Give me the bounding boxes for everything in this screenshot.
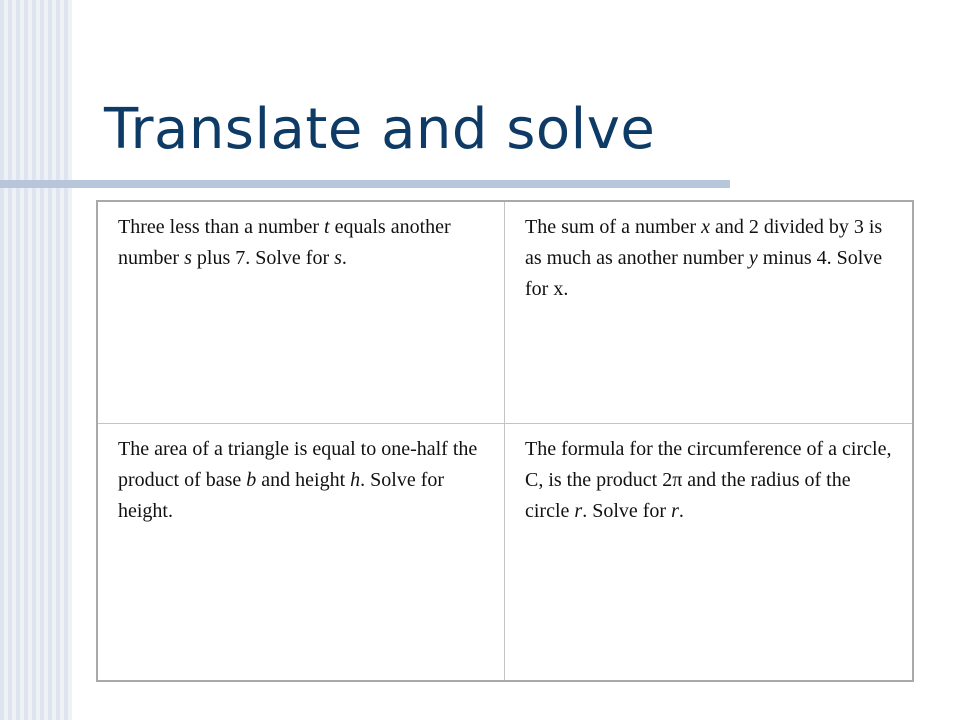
problem-cell-3 <box>98 424 505 680</box>
problem-1-text-d: . <box>341 247 347 269</box>
problem-2-text-a: The sum of a number <box>525 216 702 238</box>
variable-x: x <box>701 216 710 238</box>
variable-r-solve: r <box>671 500 679 522</box>
problem-2-text-c: minus 4. Solve for x. <box>525 247 883 300</box>
problem-1-text-b: equals another number <box>118 216 451 269</box>
problem-table <box>96 200 914 682</box>
problem-cell-1 <box>98 202 505 424</box>
problem-4-text-c: . <box>678 500 684 522</box>
problem-3-text-b: and height <box>256 469 351 491</box>
problem-3-text-c: . Solve for height. <box>118 469 445 522</box>
problem-4-text-b: . Solve for <box>582 500 672 522</box>
variable-r: r <box>574 500 583 522</box>
variable-t: t <box>324 216 330 238</box>
variable-s-solve: s <box>334 247 342 269</box>
variable-b: b <box>246 469 257 491</box>
title-underline <box>0 180 730 188</box>
variable-h: h <box>350 469 361 491</box>
problem-3-text-a: The area of a triangle is equal to one-half the product of base <box>118 438 478 491</box>
problem-cell-4 <box>505 424 912 680</box>
problem-2-text-b: and 2 divided by 3 is as much as another number <box>525 216 883 269</box>
problem-1-text-c: plus 7. Solve for <box>191 247 335 269</box>
problem-1-text-a: Three less than a number <box>118 216 325 238</box>
variable-s: s <box>184 247 192 269</box>
variable-y: y <box>748 247 758 269</box>
slide-title: Translate and solve <box>104 97 656 162</box>
problem-4-text-a: The formula for the circumference of a circle, C, is the product 2π and the radius of the circle <box>525 438 892 522</box>
problem-cell-2 <box>505 202 912 424</box>
decorative-stripes <box>0 0 72 720</box>
